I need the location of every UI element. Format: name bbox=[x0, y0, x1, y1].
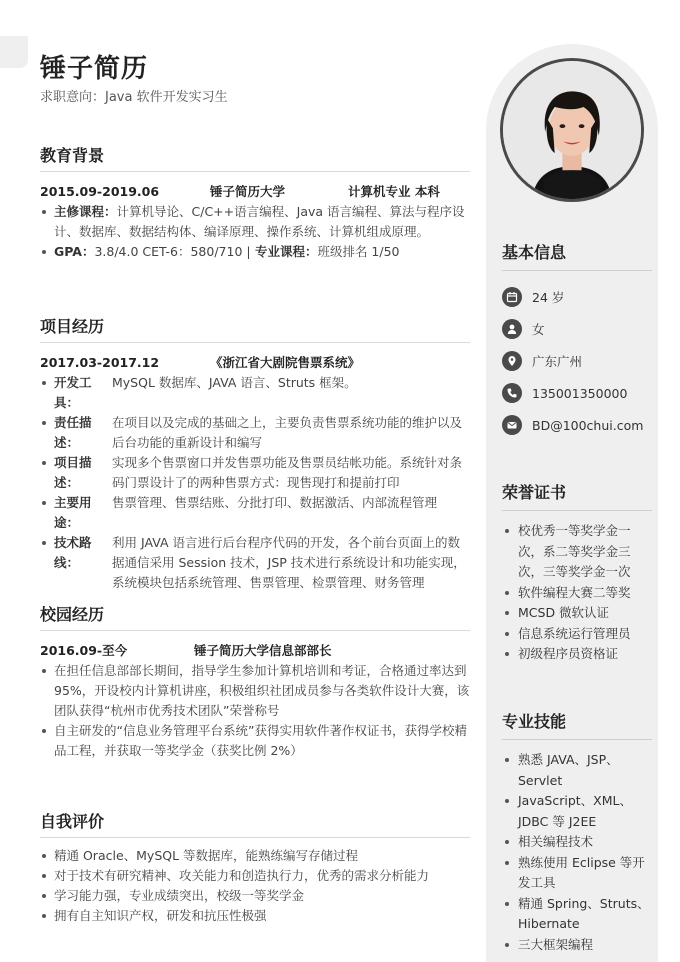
projects-title: 项目经历 bbox=[40, 317, 105, 336]
honors-section bbox=[502, 480, 652, 665]
list-item: 信息系统运行管理员 bbox=[502, 624, 652, 645]
campus-title: 校园经历 bbox=[40, 605, 105, 624]
list-item: MCSD 微软认证 bbox=[502, 603, 652, 624]
list-item: 相关编程技术 bbox=[502, 832, 652, 853]
basic-info-title: 基本信息 bbox=[502, 243, 567, 262]
honors-title: 荣誉证书 bbox=[502, 483, 567, 502]
skills-title: 专业技能 bbox=[502, 712, 567, 731]
info-age-text: 24 岁 bbox=[532, 290, 565, 305]
basic-info-section bbox=[502, 240, 652, 441]
info-phone-text: 135001350000 bbox=[532, 385, 628, 401]
list-item: 熟练使用 Eclipse 等开发工具 bbox=[502, 853, 652, 894]
list-item: 精通 Spring、Struts、Hibernate bbox=[502, 894, 652, 935]
education-school: 锤子简历大学 bbox=[210, 184, 286, 199]
list-item: 校优秀一等奖学金一次，系二等奖学金三次，三等奖学金一次 bbox=[502, 521, 652, 583]
divider bbox=[40, 342, 470, 343]
education-header bbox=[40, 180, 470, 202]
list-item: 项目描述： 实现多个售票窗口并发售票功能及售票员结帐功能。系统针对条码门票设计了的两种售票方式：现售现打和提前打印 bbox=[40, 453, 470, 493]
resume-name: 锤子简历 bbox=[40, 54, 149, 84]
list-item: 三大框架编程 bbox=[502, 935, 652, 956]
divider bbox=[502, 510, 652, 511]
list-item: 主要用途： 售票管理、售票结账、分批打印、数据激活、内部流程管理 bbox=[40, 493, 470, 533]
skills-section bbox=[502, 709, 652, 955]
education-major: 计算机专业 本科 bbox=[348, 184, 440, 199]
list-item: 主修课程：计算机导论、C/C++语言编程、Java 语言编程、算法与程序设计、数据库、数据结构体、编译原理、操作系统、计算机组成原理。 bbox=[40, 202, 470, 242]
project-name: 《浙江省大剧院售票系统》 bbox=[210, 355, 361, 370]
list-item: 初级程序员资格证 bbox=[502, 644, 652, 665]
list-item: 在担任信息部部长期间，指导学生参加计算机培训和考证，合格通过率达到 95%，开设校内计算机讲座，积极组织社团成员参与各类软件设计大赛，该团队获得“杭州市优秀技术团队”荣誉称号 bbox=[40, 661, 470, 721]
info-phone bbox=[502, 377, 652, 409]
list-item: 精通 Oracle、MySQL 等数据库，能熟练编写存储过程 bbox=[40, 846, 470, 866]
projects-section bbox=[40, 314, 470, 593]
list-item: GPA：3.8/4.0 CET-6：580/710 | 专业课程：班级排名 1/50 bbox=[40, 242, 470, 262]
info-email bbox=[502, 409, 652, 441]
divider bbox=[502, 739, 652, 740]
list-item: 学习能力强，专业成绩突出，校级一等奖学金 bbox=[40, 886, 470, 906]
job-intent: 求职意向：Java 软件开发实习生 bbox=[40, 90, 228, 105]
list-item: 软件编程大赛二等奖 bbox=[502, 583, 652, 604]
portrait-photo bbox=[503, 61, 641, 199]
info-gender-text: 女 bbox=[532, 322, 545, 337]
phone-icon bbox=[502, 383, 522, 403]
divider bbox=[502, 270, 652, 271]
top-left-decoration bbox=[0, 36, 28, 68]
project-header bbox=[40, 351, 470, 373]
list-item: 开发工具： MySQL 数据库、JAVA 语言、Struts 框架。 bbox=[40, 373, 470, 413]
calendar-icon bbox=[502, 287, 522, 307]
user-icon bbox=[502, 319, 522, 339]
list-item: 责任描述： 在项目以及完成的基础之上，主要负责售票系统功能的维护以及后台功能的重新设计和编写 bbox=[40, 413, 470, 453]
email-icon bbox=[502, 415, 522, 435]
education-section bbox=[40, 143, 470, 262]
info-gender bbox=[502, 313, 652, 345]
education-date: 2015.09-2019.06 bbox=[40, 183, 160, 199]
location-pin-icon bbox=[502, 351, 522, 371]
list-item: 熟悉 JAVA、JSP、Servlet bbox=[502, 750, 652, 791]
self-eval-section bbox=[40, 809, 470, 926]
self-eval-title: 自我评价 bbox=[40, 812, 105, 831]
info-age bbox=[502, 281, 652, 313]
info-location-text: 广东广州 bbox=[532, 354, 583, 369]
list-item: 对于技术有研究精神、攻关能力和创造执行力，优秀的需求分析能力 bbox=[40, 866, 470, 886]
project-date: 2017.03-2017.12 bbox=[40, 354, 160, 370]
list-item: 拥有自主知识产权，研发和抗压性极强 bbox=[40, 906, 470, 926]
divider bbox=[40, 171, 470, 172]
list-item: 自主研发的“信息业务管理平台系统”获得实用软件著作权证书，获得学校精品工程，并获取一等奖学金（获奖比例 2%） bbox=[40, 721, 470, 761]
info-email-text: BD@100chui.com bbox=[532, 417, 644, 433]
divider bbox=[40, 630, 470, 631]
info-location bbox=[502, 345, 652, 377]
list-item: JavaScript、XML、JDBC 等 J2EE bbox=[502, 791, 652, 832]
campus-header bbox=[40, 639, 470, 661]
campus-date: 2016.09-至今 bbox=[40, 643, 128, 658]
avatar bbox=[500, 58, 644, 202]
campus-org: 锤子简历大学信息部部长 bbox=[194, 643, 332, 658]
education-title: 教育背景 bbox=[40, 146, 105, 165]
divider bbox=[40, 837, 470, 838]
list-item: 技术路线： 利用 JAVA 语言进行后台程序代码的开发，各个前台页面上的数据通信采用 Session 技术，JSP 技术进行系统设计和功能实现，系统模块包括系统管理、售票管理、检票管理、财务管理 bbox=[40, 533, 470, 593]
campus-section bbox=[40, 602, 470, 761]
